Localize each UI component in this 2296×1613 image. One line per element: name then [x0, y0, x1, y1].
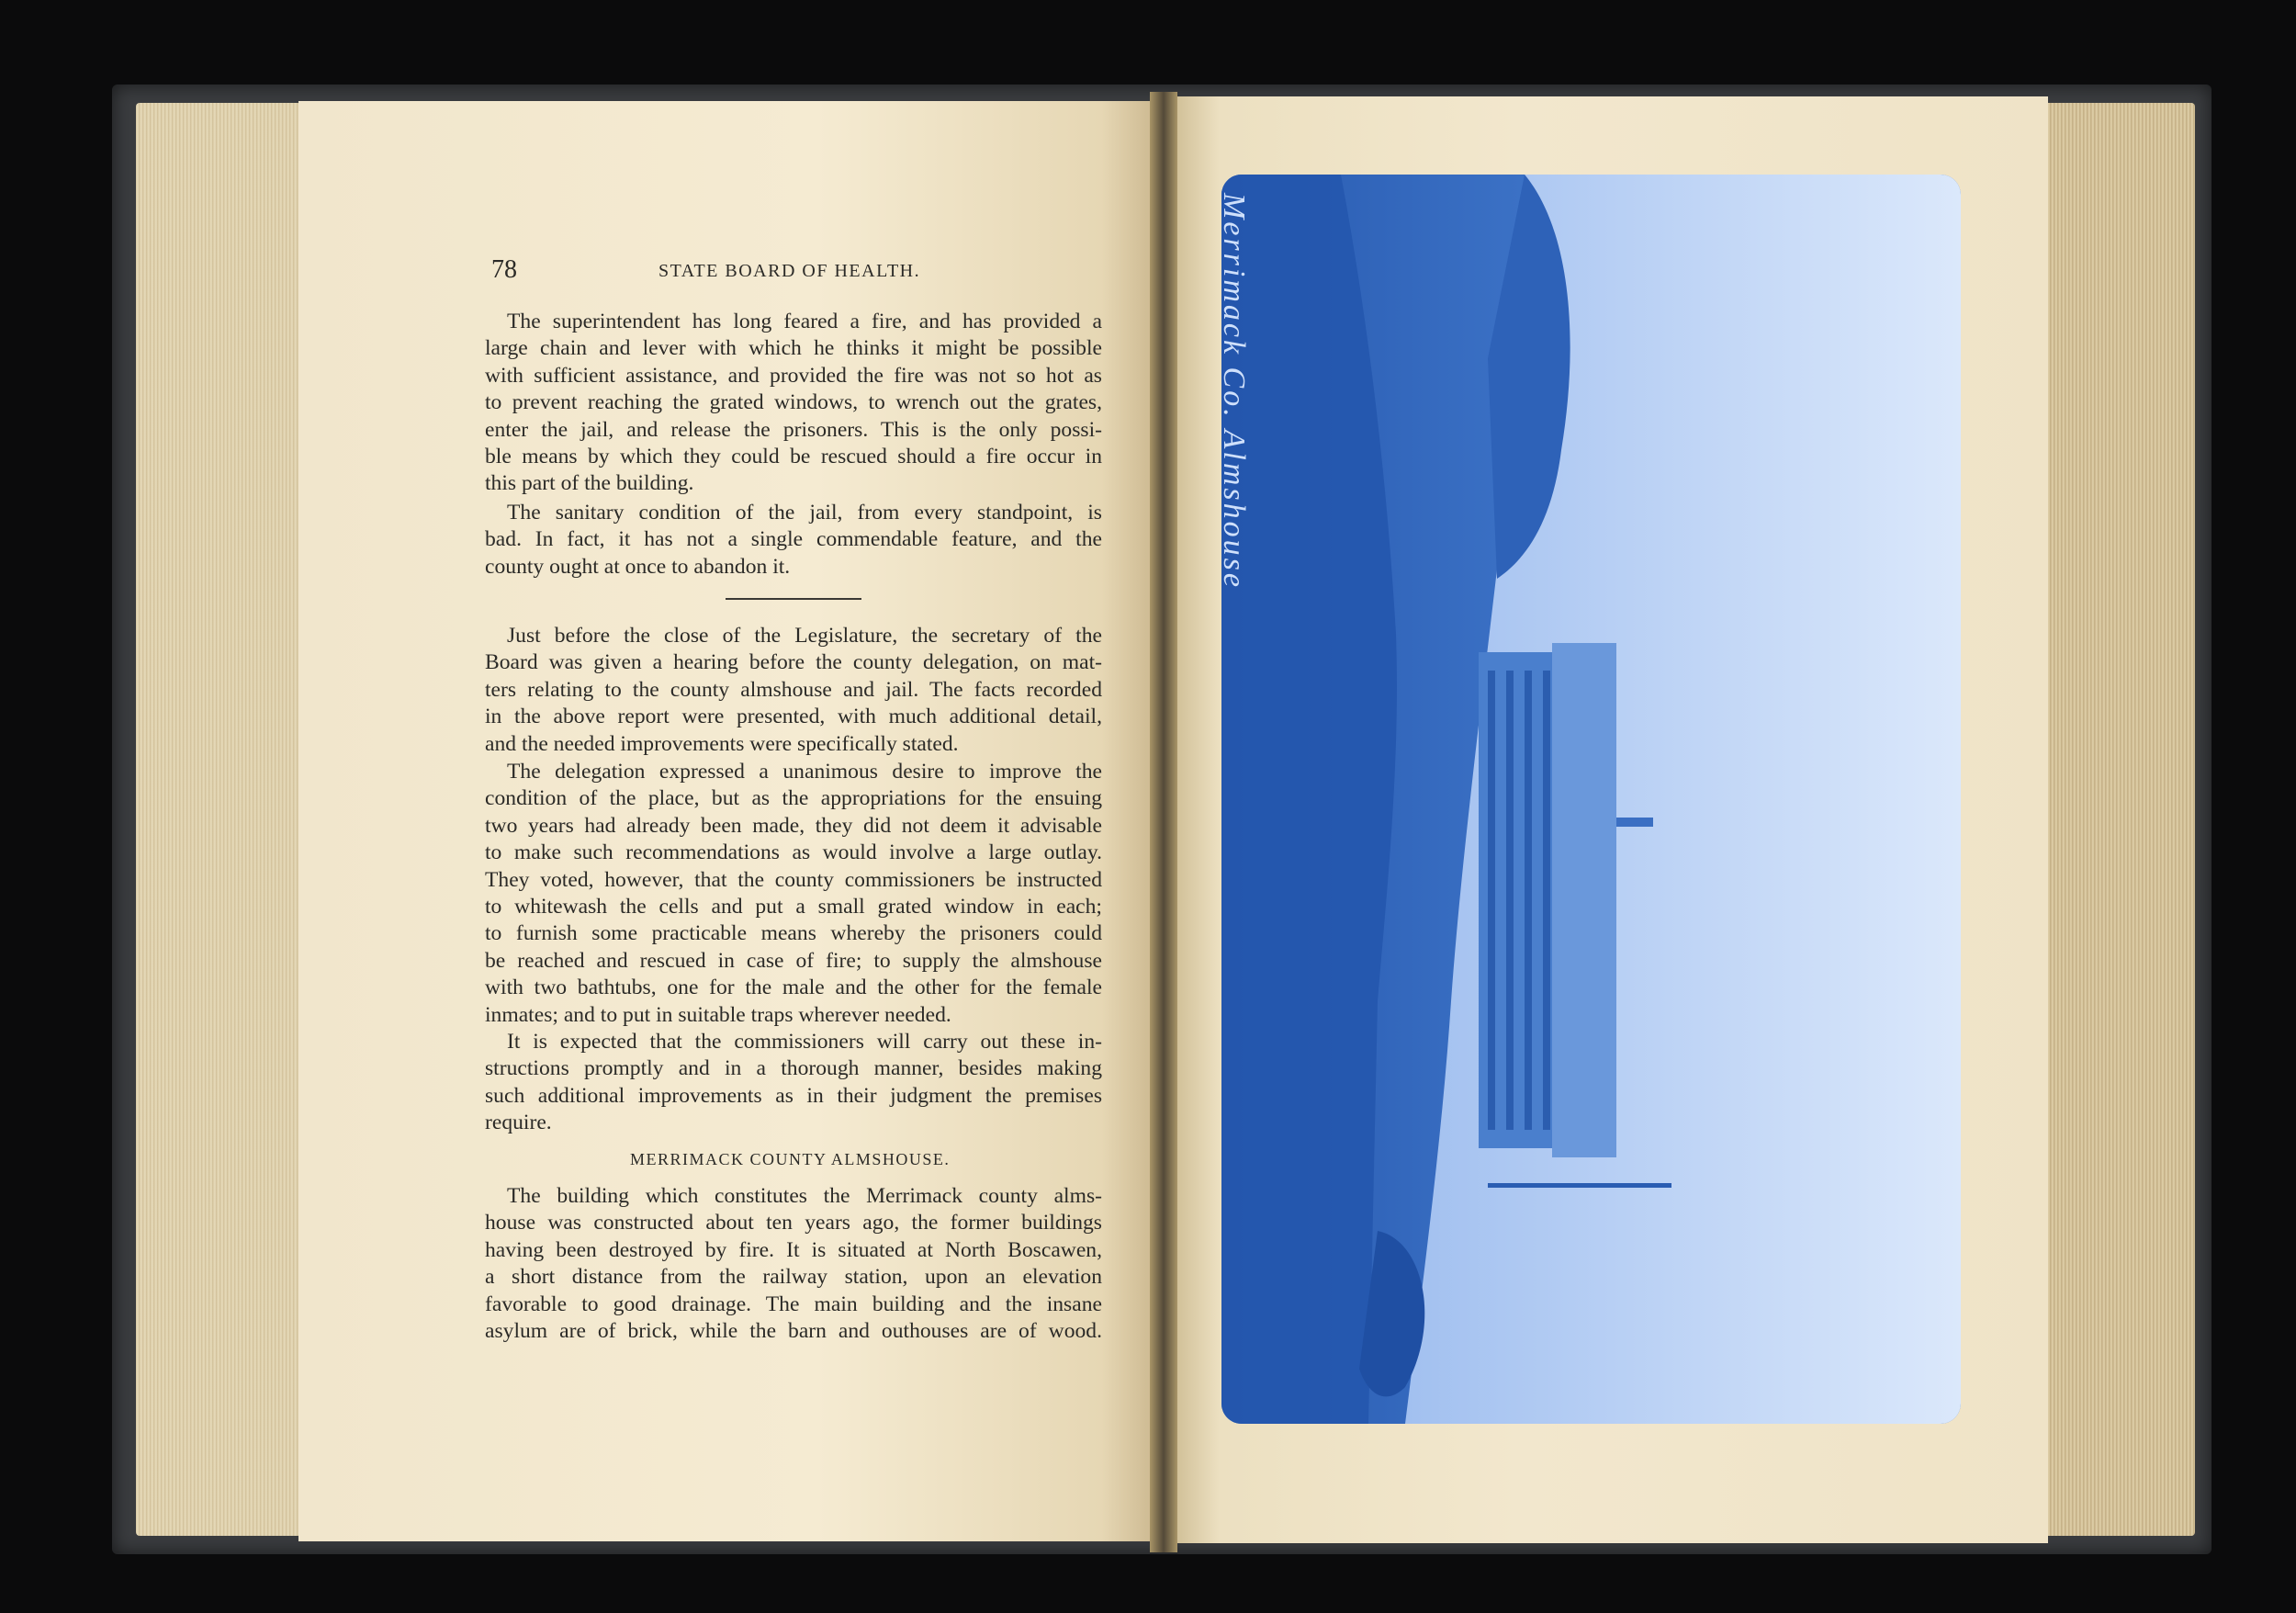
text-line: structions promptly and in a thorough manner, besides making	[485, 1056, 1102, 1081]
text-line: Just before the close of the Legislature, the secretary of the	[507, 624, 1102, 648]
book-gutter	[1150, 92, 1177, 1552]
text-line: such additional improvements as in their judgment the premises	[485, 1083, 1102, 1108]
text-line: bad. In fact, it has not a single commendable feature, and the	[485, 527, 1102, 552]
paragraph-5	[485, 1029, 1102, 1137]
text-line: be reached and rescued in case of fire; to supply the almshouse	[485, 948, 1102, 973]
page-edges-right	[2043, 103, 2195, 1536]
text-line: in the above report were presented, with much additional detail,	[485, 705, 1102, 729]
page-number: 78	[491, 255, 517, 284]
text-line: to furnish some practicable means whereby the prisoners could	[485, 921, 1102, 946]
photo-caption: Merrimack Co. Almshouse	[1217, 193, 1251, 590]
text-line: to make such recommendations as would involve a large outlay.	[485, 840, 1102, 865]
paragraph-2	[485, 500, 1102, 581]
text-line: county ought at once to abandon it.	[485, 554, 791, 579]
running-head: STATE BOARD OF HEALTH.	[658, 261, 921, 281]
text-line: house was constructed about ten years ago, the former buildings	[485, 1211, 1102, 1235]
text-line: inmates; and to put in suitable traps wherever needed.	[485, 1002, 951, 1027]
section-heading: MERRIMACK COUNTY ALMSHOUSE.	[630, 1150, 951, 1168]
text-line: asylum are of brick, while the barn and outhouses are of wood.	[485, 1319, 1102, 1344]
paragraph-6	[485, 1183, 1102, 1345]
text-line: The sanitary condition of the jail, from every standpoint, is	[507, 501, 1102, 525]
almshouse-scene	[1221, 175, 1961, 1424]
text-line: condition of the place, but as the appropriations for the ensuing	[485, 786, 1102, 811]
text-line: having been destroyed by fire. It is situated at North Boscawen,	[485, 1237, 1102, 1262]
page-edges-left	[136, 103, 301, 1536]
text-line: to prevent reaching the grated windows, to wrench out the grates,	[485, 390, 1102, 415]
text-line: this part of the building.	[485, 471, 694, 496]
text-line: with sufficient assistance, and provided the fire was not so hot as	[485, 363, 1102, 388]
text-line: ters relating to the county almshouse and jail. The facts recorded	[485, 677, 1102, 702]
text-line: to whitewash the cells and put a small grated window in each;	[485, 895, 1102, 919]
building-roof	[1552, 643, 1616, 1157]
text-line: enter the jail, and release the prisoners. This is the only possi-	[485, 417, 1102, 442]
text-line: Board was given a hearing before the county delegation, on mat-	[485, 650, 1102, 675]
text-line: They voted, however, that the county commissioners be instructed	[485, 867, 1102, 892]
text-line: large chain and lever with which he thinks it might be possible	[485, 336, 1102, 361]
text-line: two years had already been made, they did not deem it advisable	[485, 813, 1102, 838]
text-line: ble means by which they could be rescued should a fire occur in	[485, 445, 1102, 469]
text-line: It is expected that the commissioners will carry out these in-	[507, 1030, 1102, 1054]
text-line: with two bathtubs, one for the male and the other for the female	[485, 976, 1102, 1000]
chimney	[1616, 818, 1653, 827]
text-line: require.	[485, 1111, 552, 1135]
paragraph-4	[485, 759, 1102, 1029]
text-line: The building which constitutes the Merrimack county alms-	[507, 1184, 1102, 1208]
text-line: The delegation expressed a unanimous desire to improve the	[507, 760, 1102, 784]
text-line: The superintendent has long feared a fire, and has provided a	[507, 310, 1102, 333]
cyanotype-photograph	[1221, 175, 1961, 1424]
text-line: and the needed improvements were specifically stated.	[485, 731, 959, 756]
flag-pole	[1488, 1183, 1671, 1188]
text-line: favorable to good drainage. The main building and the insane	[485, 1292, 1102, 1316]
text-line: a short distance from the railway station, upon an elevation	[485, 1265, 1102, 1290]
paragraph-1	[485, 309, 1102, 498]
paragraph-3	[485, 623, 1102, 758]
section-divider	[726, 598, 861, 600]
page-header	[491, 255, 1102, 292]
